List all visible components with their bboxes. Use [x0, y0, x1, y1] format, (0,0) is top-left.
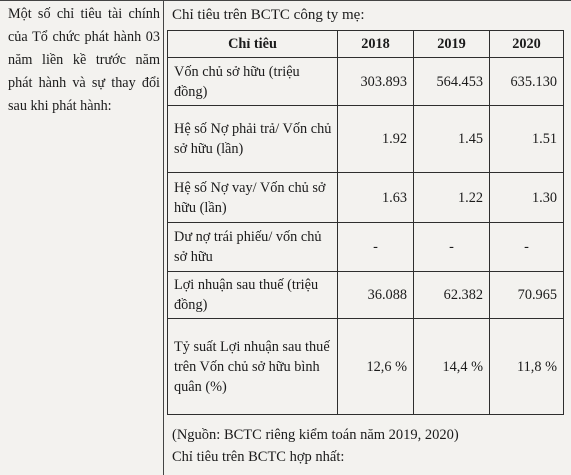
row-value-2020: 11,8 %	[490, 319, 564, 415]
table-row	[168, 223, 564, 272]
row-value-2019: 14,4 %	[414, 319, 490, 415]
header-indicator: Chỉ tiêu	[168, 31, 338, 58]
row-label: Tỷ suất Lợi nhuận sau thuế trên Vốn chủ sở hữu bình quân (%)	[168, 319, 338, 415]
header-2020: 2020	[490, 31, 564, 58]
row-label: Hệ số Nợ vay/ Vốn chủ sở hữu (lần)	[168, 173, 338, 223]
row-value-2020: 1.30	[490, 173, 564, 223]
row-value-2019: -	[414, 223, 490, 272]
table-row	[168, 173, 564, 223]
row-value-2019: 564.453	[414, 58, 490, 106]
row-value-2020: 70.965	[490, 272, 564, 319]
row-value-2020: -	[490, 223, 564, 272]
row-value-2018: -	[338, 223, 414, 272]
row-value-2018: 1.92	[338, 106, 414, 173]
header-2018: 2018	[338, 31, 414, 58]
row-label: Dư nợ trái phiếu/ vốn chủ sở hữu	[168, 223, 338, 272]
row-value-2019: 1.22	[414, 173, 490, 223]
source-note: (Nguồn: BCTC riêng kiểm toán năm 2019, 2020)	[172, 427, 459, 443]
row-value-2018: 303.893	[338, 58, 414, 106]
left-column	[0, 0, 164, 475]
row-label: Vốn chủ sở hữu (triệu đồng)	[168, 58, 338, 106]
row-value-2018: 12,6 %	[338, 319, 414, 415]
left-column-text: Một số chỉ tiêu tài chính của Tổ chức phát hành 03 năm liền kề trước năm phát hành và sự thay đổi sau khi phát hành:	[8, 6, 160, 114]
table-row	[168, 106, 564, 173]
financial-indicators-table	[167, 30, 564, 415]
row-value-2018: 1.63	[338, 173, 414, 223]
row-value-2019: 1.45	[414, 106, 490, 173]
table-header-row	[168, 31, 564, 58]
row-value-2020: 1.51	[490, 106, 564, 173]
row-value-2020: 635.130	[490, 58, 564, 106]
table-row	[168, 58, 564, 106]
table-row	[168, 272, 564, 319]
row-label: Lợi nhuận sau thuế (triệu đồng)	[168, 272, 338, 319]
table-row	[168, 319, 564, 415]
header-2019: 2019	[414, 31, 490, 58]
row-value-2018: 36.088	[338, 272, 414, 319]
row-value-2019: 62.382	[414, 272, 490, 319]
row-label: Hệ số Nợ phải trả/ Vốn chủ sở hữu (lần)	[168, 106, 338, 173]
parent-company-heading: Chỉ tiêu trên BCTC công ty mẹ:	[172, 7, 365, 23]
consolidated-heading: Chỉ tiêu trên BCTC hợp nhất:	[172, 449, 345, 465]
